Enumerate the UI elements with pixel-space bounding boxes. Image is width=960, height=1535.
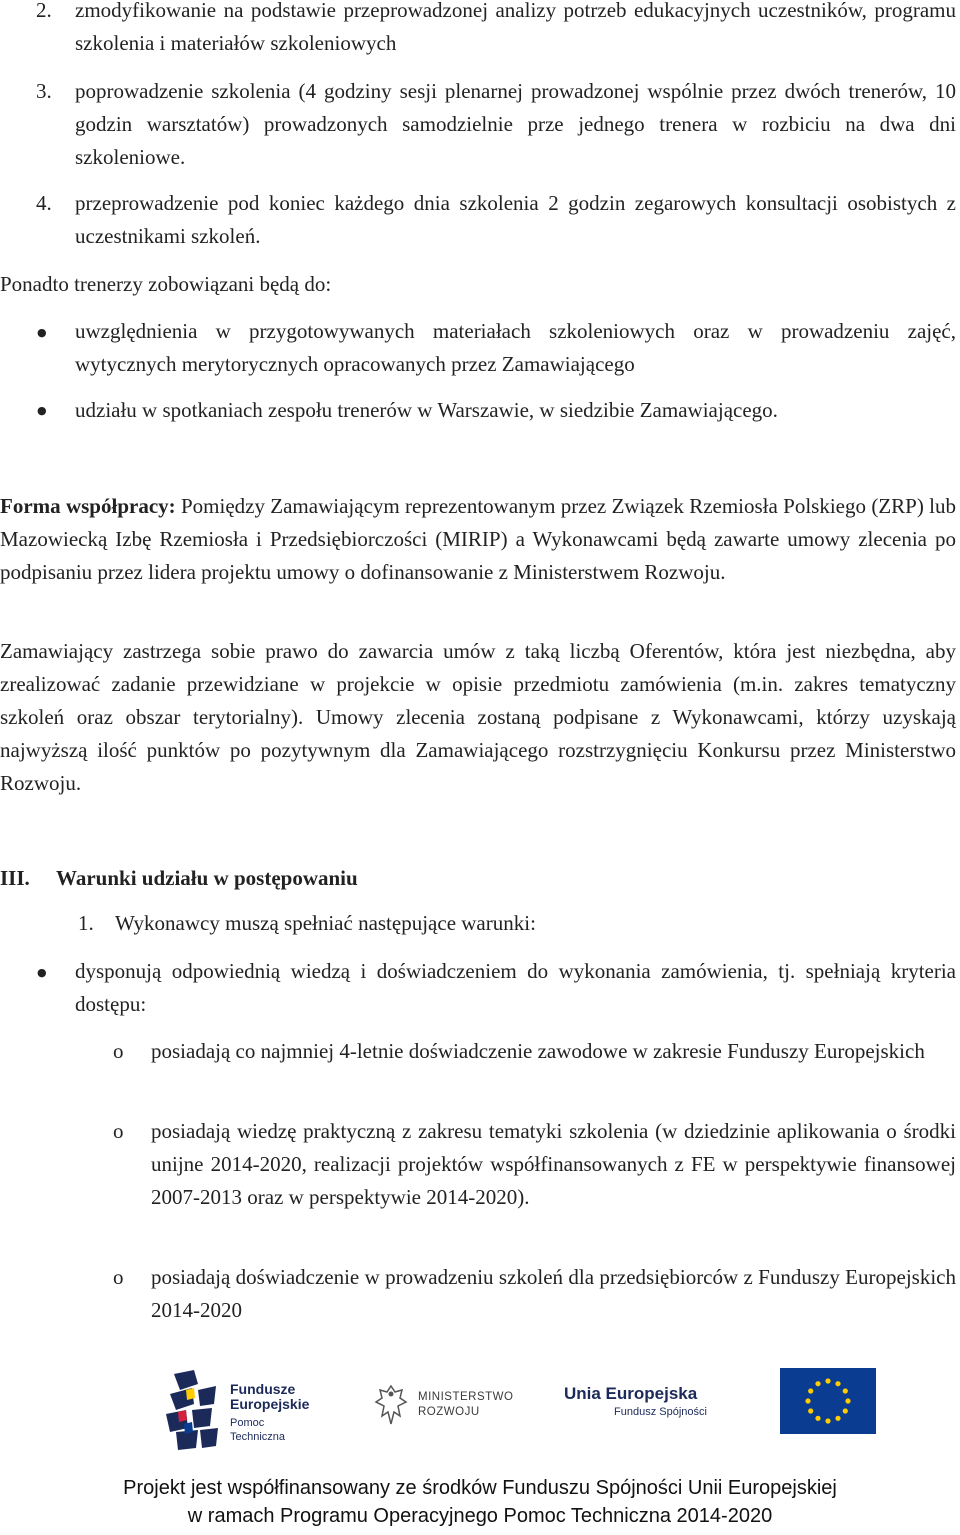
eu-flag-icon — [780, 1368, 876, 1434]
forma-paragraph — [0, 490, 956, 589]
footer-line2: w ramach Programu Operacyjnego Pomoc Techniczna 2014-2020 — [187, 1505, 773, 1527]
criteria-item: posiadają wiedzę praktyczną z zakresu tematyki szkolenia (w dziedzinie aplikowania o środki unijne 2014-2020, realizacji projektów współfinansowanych z FE w perspektywie finansowej 2007-2013 oraz w perspektywie 2014-2020). — [151, 1119, 956, 1209]
mr-line2: ROZWOJU — [418, 1406, 480, 1418]
ministerstwo-rozwoju-logo — [374, 1384, 534, 1434]
bullet-icon: ● — [37, 966, 47, 979]
obligations-intro: Ponadto trenerzy zobowiązani będą do: — [0, 272, 332, 296]
fe-star-mark-icon — [164, 1370, 222, 1450]
list-item-text: zmodyfikowanie na podstawie przeprowadzonej analizy potrzeb edukacyjnych uczestników, programu szkolenia i materiałów szkoleniowych — [75, 0, 956, 55]
list-item-text: poprowadzenie szkolenia (4 godziny sesji plenarnej prowadzonej wspólnie przez dwóch trenerów, 10 godzin warsztatów) prowadzonych samodzielnie prze jednego trenera w rozbiciu na dwa dni szkoleniowe. — [75, 79, 956, 169]
list-number: 3. — [36, 79, 52, 103]
footer — [0, 1474, 960, 1530]
bullet-icon: ● — [37, 404, 47, 417]
fe-line3: Pomoc Techniczna — [230, 1417, 286, 1443]
bullet-icon: ● — [37, 326, 47, 339]
fe-line2: Europejskie — [230, 1396, 310, 1412]
criteria-item: posiadają co najmniej 4-letnie doświadczenie zawodowe w zakresie Funduszy Europejskich — [151, 1039, 925, 1063]
section-title: Warunki udziału w postępowaniu — [56, 866, 358, 890]
mr-line1: MINISTERSTWO — [418, 1391, 514, 1403]
forma-text: Pomiędzy Zamawiającym reprezentowanym przez Związek Rzemiosła Polskiego (ZRP) lub Mazowiecką Izbę Rzemiosła i Przedsiębiorczości (MIRIP) a Wykonawcami będą zawarte umowy zlecenia po podpisaniu przez lidera projektu umowy o dofinansowanie z Ministerstwem Rozwoju. — [0, 494, 956, 584]
list-number: 4. — [36, 191, 52, 215]
list-item-text: uwzględnienia w przygotowywanych materiałach szkoleniowych oraz w prowadzeniu zajęć, wytycznych merytorycznych opracowanych przez Zamawiającego — [75, 319, 956, 376]
list-item-text: przeprowadzenie pod koniec każdego dnia szkolenia 2 godzin zegarowych konsultacji osobistych z uczestnikami szkoleń. — [75, 191, 956, 248]
forma-label: Forma współpracy: — [0, 494, 176, 518]
logos-bar — [160, 1368, 880, 1458]
zamawiajacy-paragraph: Zamawiający zastrzega sobie prawo do zawarcia umów z taką liczbą Oferentów, która jest niezbędna, aby zrealizować zadanie przewidziane w projekcie w opisie przedmiotu zamówienia (m.in. zakres tematyczny szkoleń oraz obszar terytorialny). Umowy zlecenia zostaną podpisane z Wykonawcami, którzy uzyskają najwyższą ilość punktów po pozytywnym dla Zamawiającego rozstrzygnięciu Konkursu przez Ministerstwo Rozwoju. — [0, 639, 956, 795]
ue-line1: Unia Europejska — [564, 1384, 698, 1403]
fe-line1: Fundusze — [230, 1381, 296, 1397]
criteria-item: posiadają doświadczenie w prowadzeniu szkoleń dla przedsiębiorców z Funduszy Europejskich 2014-2020 — [151, 1265, 956, 1322]
eagle-icon — [374, 1384, 408, 1428]
list-item-text: udziału w spotkaniach zespołu trenerów w Warszawie, w siedzibie Zamawiającego. — [75, 398, 778, 422]
circle-bullet-icon: o — [113, 1119, 124, 1143]
conditions-bullet-text: dysponują odpowiednią wiedzą i doświadczeniem do wykonania zamówienia, tj. spełniają kryteria dostępu: — [75, 959, 956, 1016]
section-number: III. — [0, 866, 30, 890]
fundusze-europejskie-logo — [164, 1370, 314, 1452]
fe-text — [230, 1382, 314, 1444]
circle-bullet-icon: o — [113, 1265, 124, 1289]
mr-text — [418, 1390, 513, 1420]
footer-line1: Projekt jest współfinansowany ze środków Funduszu Spójności Unii Europejskiej — [123, 1477, 837, 1499]
list-number: 2. — [36, 0, 52, 22]
list-number: 1. — [78, 911, 94, 935]
ue-line2: Fundusz Spójności — [614, 1406, 707, 1418]
circle-bullet-icon: o — [113, 1039, 124, 1063]
list-item-text: Wykonawcy muszą spełniać następujące warunki: — [115, 911, 536, 935]
unia-europejska-logo — [564, 1384, 734, 1428]
